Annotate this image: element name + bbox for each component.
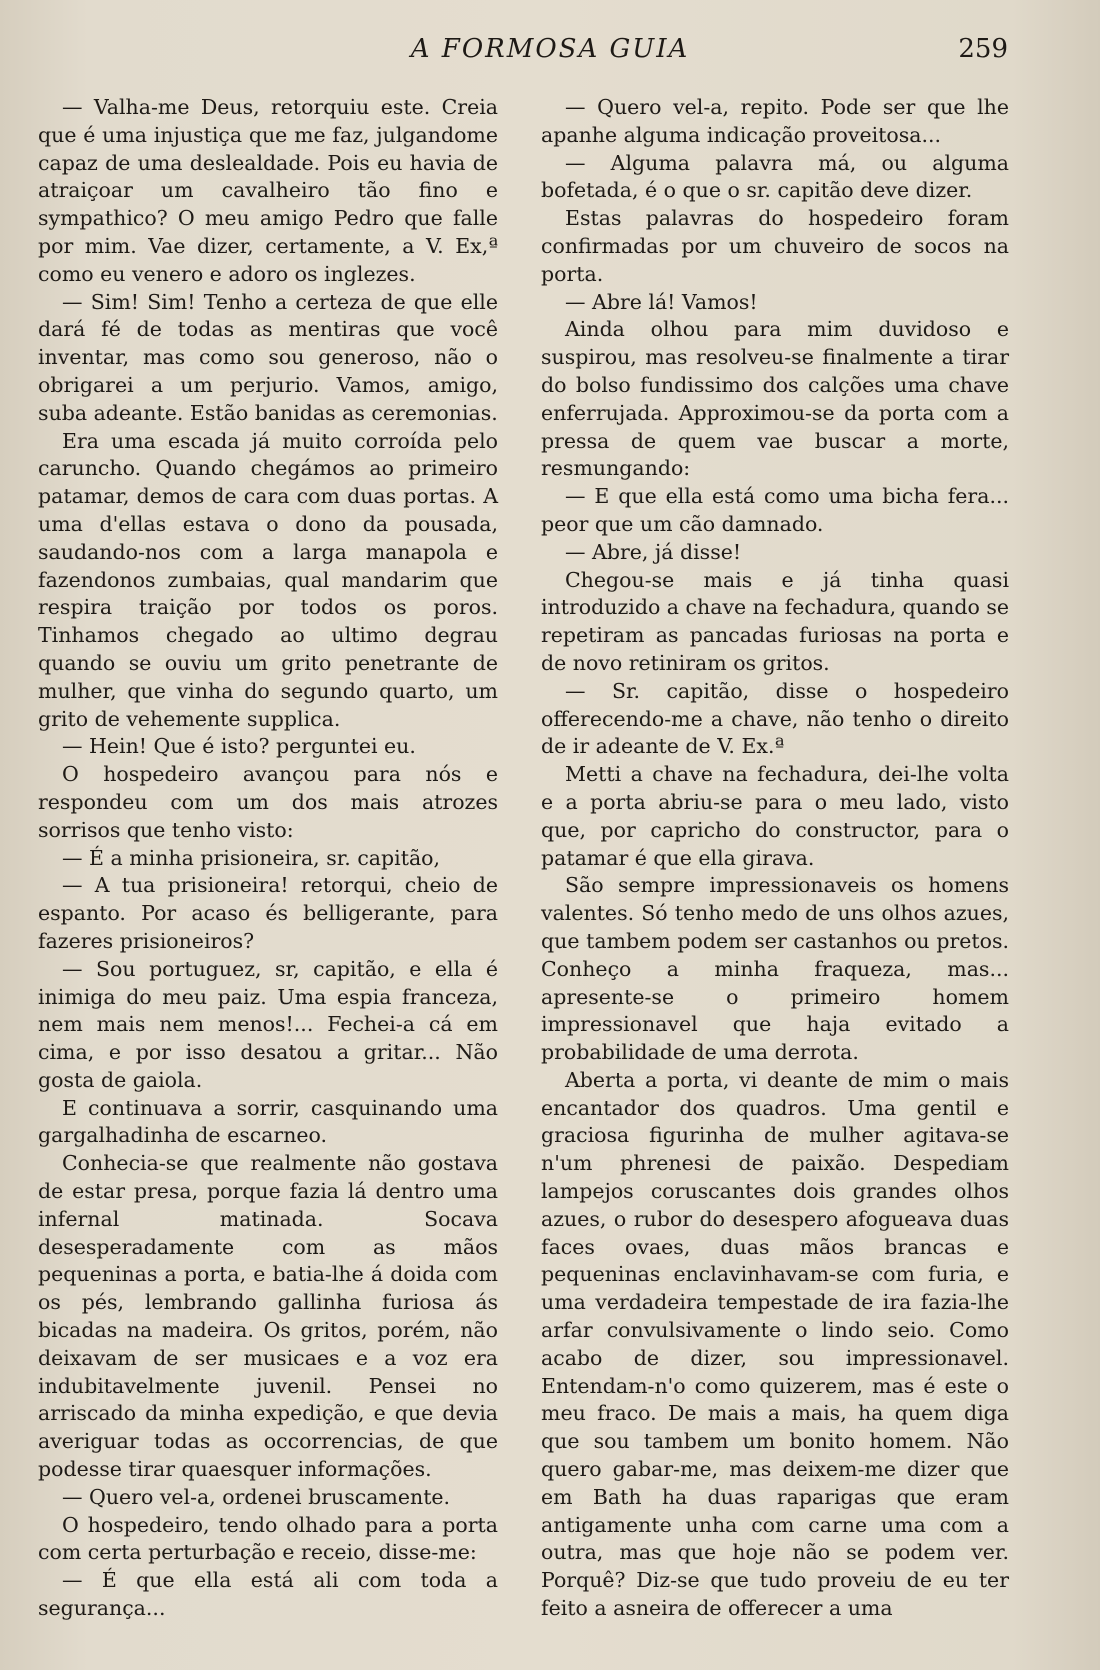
paragraph: — Valha-me Deus, retorquiu este. Creia que é uma injustiça que me faz, julgandome capaz de uma deslealdade. Pois eu havia de atraiçoar um cavalheiro tão fino e sympathico? O meu amigo Pedro que falle por mim. Vae dizer, certamente, a V. Ex,ª como eu venero e adoro os inglezes. <box>38 95 498 286</box>
paragraph: São sempre impressionaveis os homens valentes. Só tenho medo de uns olhos azues, que tambem podem ser castanhos ou pretos. Conheço a minha fraqueza, mas... apresente-se o primeiro homem impressionavel que haja evitado a probabilidade de uma derrota. <box>541 873 1009 1065</box>
paragraph: O hospedeiro avançou para nós e respondeu com um dos mais atrozes sorrisos que tenho visto: <box>38 762 498 842</box>
paragraph: Era uma escada já muito corroída pelo caruncho. Quando chegámos ao primeiro patamar, demos de cara com duas portas. A uma d'ellas estava o dono da pousada, saudando-nos com a larga manapola e fazendonos zumbaias, qual mandarim que respira traição por todos os poros. Tinhamos chegado ao ultimo degrau quando se ouviu um grito penetrante de mulher, que vinha do segundo quarto, um grito de vehemente supplica. <box>38 428 498 731</box>
left-column <box>38 94 498 1623</box>
paragraph: — Alguma palavra má, ou alguma bofetada, é o que o sr. capitão deve dizer. <box>541 150 1009 203</box>
paragraph: — Abre lá! Vamos! <box>565 289 758 314</box>
paragraph: — Quero vel-a, repito. Pode ser que lhe apanhe alguma indicação proveitosa... <box>541 95 1009 147</box>
paragraph: E continuava a sorrir, casquinando uma gargalhadinha de escarneo. <box>38 1095 498 1148</box>
paragraph: — Sr. capitão, disse o hospedeiro offerecendo-me a chave, não tenho o direito de ir adeante de V. Ex.ª <box>541 678 1009 759</box>
paragraph: — É que ella está ali com toda a segurança... <box>38 1568 498 1621</box>
paragraph: Metti a chave na fechadura, dei-lhe volta e a porta abriu-se para o meu lado, visto que, por capricho do constructor, para o patamar é que ella girava. <box>541 762 1009 870</box>
right-column <box>541 94 1009 1623</box>
paragraph: — Sou portuguez, sr, capitão, e ella é inimiga do meu paiz. Uma espia franceza, nem mais nem menos!... Fechei-a cá em cima, e por isso desatou a gritar... Não gosta de gaiola. <box>38 956 498 1092</box>
paragraph: O hospedeiro, tendo olhado para a porta com certa perturbação e receio, disse-me: <box>38 1512 498 1565</box>
page-number: 259 <box>958 34 1008 64</box>
running-title: A FORMOSA GUIA <box>410 34 690 64</box>
paragraph: Conhecia-se que realmente não gostava de estar presa, porque fazia lá dentro uma infernal matinada. Socava desesperadamente com as mãos pequeninas a porta, e batia-lhe á doida com os pés, lembrando gallinha furiosa ás bicadas na madeira. Os gritos, porém, não deixavam de ser musicaes e a voz era indubitavelmente juvenil. Pensei no arriscado da minha expedição, e que devia averiguar todas as occorrencias, de que podesse tirar quaesquer informações. <box>38 1151 498 1482</box>
paragraph: — Quero vel-a, ordenei bruscamente. <box>62 1484 451 1509</box>
paragraph: Chegou-se mais e já tinha quasi introduzido a chave na fechadura, quando se repetiram as pancadas furiosas na porta e de novo retiniram os gritos. <box>541 567 1010 675</box>
paragraph: — É a minha prisioneira, sr. capitão, <box>62 845 441 870</box>
paragraph: — Hein! Que é isto? perguntei eu. <box>62 734 416 759</box>
paragraph: — Abre, já disse! <box>565 539 742 564</box>
paragraph: — A tua prisioneira! retorqui, cheio de espanto. Por acaso és belligerante, para fazeres prisioneiros? <box>38 873 498 953</box>
paragraph: — E que ella está como uma bicha fera... peor que um cão damnado. <box>541 484 1009 536</box>
paragraph: — Sim! Sim! Tenho a certeza de que elle dará fé de todas as mentiras que você inventar, mas como sou generoso, não o obrigarei a um perjurio. Vamos, amigo, suba adeante. Estão banidas as ceremonias. <box>38 289 498 425</box>
paragraph: Ainda olhou para mim duvidoso e suspirou, mas resolveu-se finalmente a tirar do bolso fundissimo dos calções uma chave enferrujada. Approximou-se da porta com a pressa de quem vae buscar a morte, resmungando: <box>541 317 1009 481</box>
paragraph: Estas palavras do hospedeiro foram confirmadas por um chuveiro de socos na porta. <box>541 206 1009 286</box>
paragraph: Aberta a porta, vi deante de mim o mais encantador dos quadros. Uma gentil e graciosa figurinha de mulher agitava-se n'um phrenesi de paixão. Despediam lampejos coruscantes dois grandes olhos azues, o rubor do desespero afogueava duas faces ovaes, duas mãos brancas e pequeninas enclavinhavam-se com furia, e uma verdadeira tempestade de ira fazia-lhe arfar convulsivamente o lindo seio. Como acabo de dizer, sou impressionavel. Entendam-n'o como quizerem, mas é este o meu fraco. De mais a mais, ha quem diga que sou tambem um bonito homem. Não quero gabar-me, mas deixem-me dizer que em Bath ha duas raparigas que eram antigamente unha com carne uma com a outra, mas que hoje não se podem ver. Porquê? Diz-se que tudo proveiu de eu ter feito a asneira de offerecer a uma <box>541 1067 1009 1621</box>
